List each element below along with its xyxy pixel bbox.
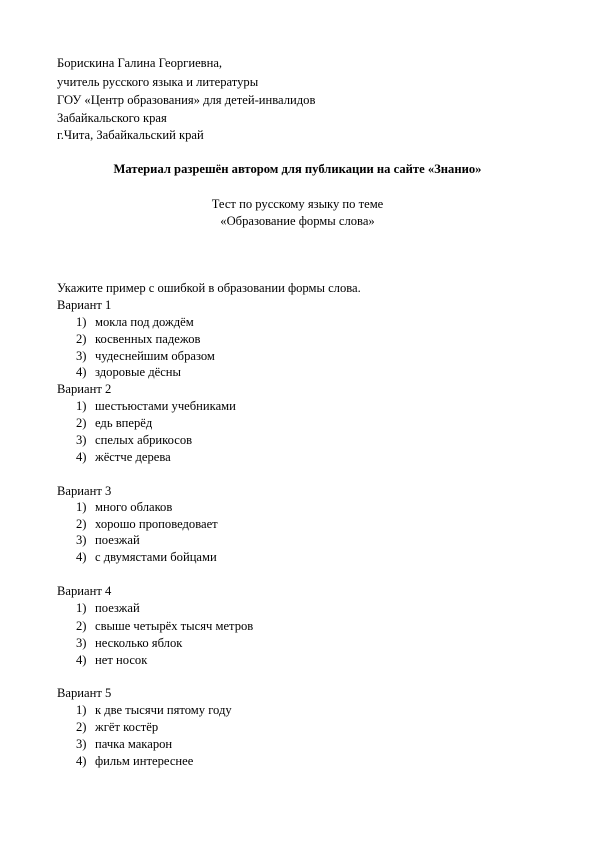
variant-label: Вариант 3 [57, 484, 112, 498]
item-text: спелых абрикосов [95, 433, 193, 447]
test-title-line1: Тест по русскому языку по теме [211, 197, 384, 211]
author-organization: ГОУ «Центр образования» для детей-инвалидов [57, 93, 316, 107]
item-text: свыше четырёх тысяч метров [95, 619, 254, 633]
item-text: поезжай [95, 601, 140, 615]
item-text: здоровые дёсны [95, 365, 181, 379]
variant-label: Вариант 2 [57, 382, 112, 396]
item-text: несколько яблок [95, 636, 183, 650]
author-city: г.Чита, Забайкальский край [57, 128, 204, 142]
item-text: жгёт костёр [95, 720, 159, 734]
item-text: к две тысячи пятому году [95, 703, 232, 717]
item-text: фильм интереснее [95, 754, 194, 768]
item-number: 2) [76, 332, 87, 346]
item-number: 1) [76, 315, 87, 329]
item-text: мокла под дождём [95, 315, 194, 329]
item-text: едь вперёд [95, 416, 153, 430]
item-number: 1) [76, 399, 87, 413]
item-text: поезжай [95, 533, 140, 547]
item-number: 2) [76, 517, 87, 531]
item-number: 2) [76, 416, 87, 430]
author-region: Забайкальского края [57, 111, 167, 125]
item-number: 1) [76, 703, 87, 717]
permission-note: Материал разрешён автором для публикации на сайте «Знанио» [113, 162, 482, 176]
item-text: косвенных падежов [95, 332, 201, 346]
item-number: 3) [76, 433, 87, 447]
item-number: 4) [76, 653, 87, 667]
item-text: чудеснейшим образом [95, 349, 215, 363]
item-number: 4) [76, 450, 87, 464]
item-number: 2) [76, 619, 87, 633]
item-number: 4) [76, 754, 87, 768]
item-text: хорошо проповедовает [95, 517, 218, 531]
item-number: 1) [76, 500, 87, 514]
item-number: 1) [76, 601, 87, 615]
item-number: 4) [76, 365, 87, 379]
item-text: нет носок [95, 653, 148, 667]
author-position: учитель русского языка и литературы [57, 75, 259, 89]
item-number: 4) [76, 550, 87, 564]
item-number: 3) [76, 533, 87, 547]
variant-label: Вариант 4 [57, 584, 112, 598]
test-title-line2: «Образование формы слова» [220, 214, 375, 228]
author-name: Борискина Галина Георгиевна, [57, 56, 223, 70]
item-number: 3) [76, 737, 87, 751]
item-number: 3) [76, 636, 87, 650]
item-text: пачка макарон [95, 737, 173, 751]
instruction: Укажите пример с ошибкой в образовании формы слова. [57, 281, 361, 295]
item-number: 2) [76, 720, 87, 734]
item-text: с двумястами бойцами [95, 550, 217, 564]
item-text: много облаков [95, 500, 173, 514]
item-text: шестьюстами учебниками [95, 399, 236, 413]
item-text: жёстче дерева [95, 450, 171, 464]
variant-label: Вариант 1 [57, 298, 112, 312]
variant-label: Вариант 5 [57, 686, 112, 700]
item-number: 3) [76, 349, 87, 363]
